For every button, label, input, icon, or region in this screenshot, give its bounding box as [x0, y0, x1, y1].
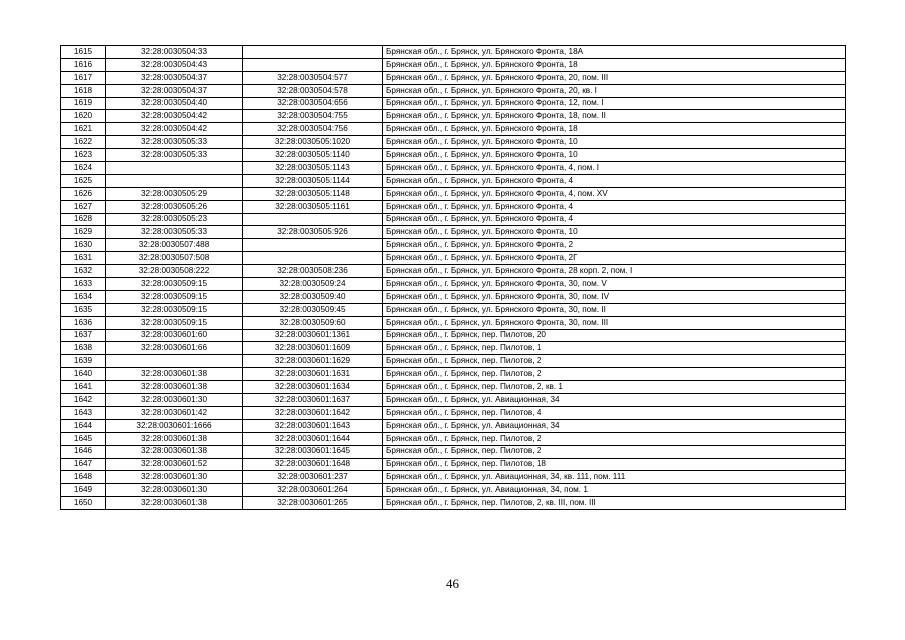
building-cadastral-number-cell: 32:28:0030508:236 [243, 265, 383, 278]
building-cadastral-number-cell: 32:28:0030505:1020 [243, 136, 383, 149]
land-cadastral-number-cell: 32:28:0030601:30 [106, 484, 243, 497]
table-row [61, 329, 846, 342]
building-cadastral-number-cell: 32:28:0030601:1631 [243, 368, 383, 381]
building-cadastral-number-cell [243, 58, 383, 71]
row-number-cell: 1625 [61, 174, 106, 187]
land-cadastral-number-cell: 32:28:0030601:1666 [106, 419, 243, 432]
address-cell: Брянская обл., г. Брянск, ул. Брянского Фронта, 30, пом. V [383, 278, 846, 291]
table-row [61, 71, 846, 84]
row-number-cell: 1646 [61, 445, 106, 458]
address-cell: Брянская обл., г. Брянск, ул. Авиационная, 34, пом. 1 [383, 484, 846, 497]
table-row [61, 200, 846, 213]
address-cell: Брянская обл., г. Брянск, ул. Брянского Фронта, 30, пом. IV [383, 290, 846, 303]
row-number-cell: 1642 [61, 394, 106, 407]
row-number-cell: 1630 [61, 239, 106, 252]
address-cell: Брянская обл., г. Брянск, ул. Брянского Фронта, 18 [383, 58, 846, 71]
row-number-cell: 1620 [61, 110, 106, 123]
address-cell: Брянская обл., г. Брянск, ул. Брянского Фронта, 10 [383, 136, 846, 149]
address-cell: Брянская обл., г. Брянск, ул. Брянского Фронта, 20, кв. I [383, 84, 846, 97]
page-number: 46 [446, 576, 459, 591]
row-number-cell: 1629 [61, 226, 106, 239]
address-cell: Брянская обл., г. Брянск, ул. Брянского Фронта, 30, пом. III [383, 316, 846, 329]
table-row [61, 187, 846, 200]
address-cell: Брянская обл., г. Брянск, ул. Брянского Фронта, 4 [383, 213, 846, 226]
row-number-cell: 1644 [61, 419, 106, 432]
row-number-cell: 1643 [61, 406, 106, 419]
row-number-cell: 1637 [61, 329, 106, 342]
row-number-cell: 1641 [61, 381, 106, 394]
row-number-cell: 1631 [61, 252, 106, 265]
address-cell: Брянская обл., г. Брянск, ул. Авиационная, 34 [383, 394, 846, 407]
building-cadastral-number-cell: 32:28:0030601:1609 [243, 342, 383, 355]
row-number-cell: 1648 [61, 471, 106, 484]
building-cadastral-number-cell: 32:28:0030601:237 [243, 471, 383, 484]
address-cell: Брянская обл., г. Брянск, пер. Пилотов, 2, кв. III, пом. III [383, 497, 846, 510]
land-cadastral-number-cell: 32:28:0030601:42 [106, 406, 243, 419]
land-cadastral-number-cell: 32:28:0030601:38 [106, 381, 243, 394]
table-row [61, 213, 846, 226]
land-cadastral-number-cell: 32:28:0030601:30 [106, 394, 243, 407]
building-cadastral-number-cell: 32:28:0030601:1637 [243, 394, 383, 407]
row-number-cell: 1615 [61, 46, 106, 59]
address-cell: Брянская обл., г. Брянск, пер. Пилотов, 2 [383, 368, 846, 381]
land-cadastral-number-cell: 32:28:0030509:15 [106, 278, 243, 291]
address-cell: Брянская обл., г. Брянск, ул. Брянского Фронта, 10 [383, 226, 846, 239]
building-cadastral-number-cell: 32:28:0030504:755 [243, 110, 383, 123]
land-cadastral-number-cell: 32:28:0030601:38 [106, 445, 243, 458]
address-cell: Брянская обл., г. Брянск, пер. Пилотов, 20 [383, 329, 846, 342]
building-cadastral-number-cell: 32:28:0030601:1361 [243, 329, 383, 342]
row-number-cell: 1639 [61, 355, 106, 368]
table-row [61, 84, 846, 97]
table-row [61, 471, 846, 484]
building-cadastral-number-cell: 32:28:0030601:265 [243, 497, 383, 510]
address-cell: Брянская обл., г. Брянск, ул. Брянского Фронта, 2Г [383, 252, 846, 265]
address-cell: Брянская обл., г. Брянск, ул. Брянского Фронта, 30, пом. II [383, 303, 846, 316]
table-row [61, 381, 846, 394]
land-cadastral-number-cell [106, 162, 243, 175]
address-cell: Брянская обл., г. Брянск, пер. Пилотов, 1 [383, 342, 846, 355]
row-number-cell: 1626 [61, 187, 106, 200]
land-cadastral-number-cell: 32:28:0030601:38 [106, 432, 243, 445]
land-cadastral-number-cell: 32:28:0030509:15 [106, 290, 243, 303]
land-cadastral-number-cell: 32:28:0030504:43 [106, 58, 243, 71]
building-cadastral-number-cell: 32:28:0030601:1645 [243, 445, 383, 458]
land-cadastral-number-cell: 32:28:0030509:15 [106, 316, 243, 329]
row-number-cell: 1650 [61, 497, 106, 510]
land-cadastral-number-cell: 32:28:0030509:15 [106, 303, 243, 316]
row-number-cell: 1638 [61, 342, 106, 355]
table-row [61, 432, 846, 445]
address-cell: Брянская обл., г. Брянск, ул. Брянского Фронта, 20, пом. III [383, 71, 846, 84]
building-cadastral-number-cell: 32:28:0030601:1642 [243, 406, 383, 419]
building-cadastral-number-cell [243, 239, 383, 252]
building-cadastral-number-cell: 32:28:0030505:926 [243, 226, 383, 239]
table-row [61, 123, 846, 136]
address-cell: Брянская обл., г. Брянск, ул. Брянского Фронта, 18, пом. II [383, 110, 846, 123]
land-cadastral-number-cell: 32:28:0030601:60 [106, 329, 243, 342]
land-cadastral-number-cell: 32:28:0030505:29 [106, 187, 243, 200]
table-row [61, 497, 846, 510]
land-cadastral-number-cell: 32:28:0030505:26 [106, 200, 243, 213]
row-number-cell: 1619 [61, 97, 106, 110]
row-number-cell: 1618 [61, 84, 106, 97]
row-number-cell: 1621 [61, 123, 106, 136]
building-cadastral-number-cell: 32:28:0030505:1161 [243, 200, 383, 213]
table-row [61, 252, 846, 265]
table-row [61, 290, 846, 303]
table-row [61, 368, 846, 381]
table-row [61, 110, 846, 123]
building-cadastral-number-cell [243, 252, 383, 265]
table-row [61, 149, 846, 162]
building-cadastral-number-cell: 32:28:0030509:24 [243, 278, 383, 291]
table-row [61, 303, 846, 316]
table-row [61, 46, 846, 59]
row-number-cell: 1634 [61, 290, 106, 303]
building-cadastral-number-cell [243, 46, 383, 59]
row-number-cell: 1628 [61, 213, 106, 226]
table-row [61, 406, 846, 419]
land-cadastral-number-cell: 32:28:0030505:33 [106, 149, 243, 162]
building-cadastral-number-cell: 32:28:0030601:1643 [243, 419, 383, 432]
row-number-cell: 1636 [61, 316, 106, 329]
land-cadastral-number-cell: 32:28:0030507:488 [106, 239, 243, 252]
building-cadastral-number-cell: 32:28:0030601:1634 [243, 381, 383, 394]
building-cadastral-number-cell: 32:28:0030504:756 [243, 123, 383, 136]
table-row [61, 342, 846, 355]
land-cadastral-number-cell [106, 355, 243, 368]
land-cadastral-number-cell: 32:28:0030504:33 [106, 46, 243, 59]
address-cell: Брянская обл., г. Брянск, ул. Брянского Фронта, 10 [383, 149, 846, 162]
address-cell: Брянская обл., г. Брянск, ул. Брянского Фронта, 2 [383, 239, 846, 252]
address-cell: Брянская обл., г. Брянск, ул. Брянского Фронта, 18А [383, 46, 846, 59]
table-row [61, 484, 846, 497]
land-cadastral-number-cell: 32:28:0030507:508 [106, 252, 243, 265]
table-row [61, 355, 846, 368]
land-cadastral-number-cell: 32:28:0030601:38 [106, 497, 243, 510]
building-cadastral-number-cell: 32:28:0030504:577 [243, 71, 383, 84]
row-number-cell: 1632 [61, 265, 106, 278]
building-cadastral-number-cell: 32:28:0030601:1648 [243, 458, 383, 471]
table-row [61, 97, 846, 110]
table-row [61, 316, 846, 329]
land-cadastral-number-cell: 32:28:0030504:42 [106, 110, 243, 123]
building-cadastral-number-cell: 32:28:0030505:1148 [243, 187, 383, 200]
land-cadastral-number-cell: 32:28:0030505:23 [106, 213, 243, 226]
table-row [61, 278, 846, 291]
land-cadastral-number-cell: 32:28:0030505:33 [106, 226, 243, 239]
row-number-cell: 1633 [61, 278, 106, 291]
row-number-cell: 1624 [61, 162, 106, 175]
building-cadastral-number-cell: 32:28:0030504:656 [243, 97, 383, 110]
land-cadastral-number-cell: 32:28:0030504:42 [106, 123, 243, 136]
address-cell: Брянская обл., г. Брянск, ул. Брянского Фронта, 4, пом. I [383, 162, 846, 175]
row-number-cell: 1622 [61, 136, 106, 149]
address-cell: Брянская обл., г. Брянск, ул. Брянского Фронта, 18 [383, 123, 846, 136]
table-row [61, 458, 846, 471]
address-cell: Брянская обл., г. Брянск, пер. Пилотов, 2 [383, 432, 846, 445]
row-number-cell: 1640 [61, 368, 106, 381]
building-cadastral-number-cell: 32:28:0030601:1629 [243, 355, 383, 368]
row-number-cell: 1645 [61, 432, 106, 445]
table-row [61, 265, 846, 278]
address-cell: Брянская обл., г. Брянск, пер. Пилотов, 2, кв. 1 [383, 381, 846, 394]
building-cadastral-number-cell: 32:28:0030509:45 [243, 303, 383, 316]
address-cell: Брянская обл., г. Брянск, ул. Брянского Фронта, 4 [383, 200, 846, 213]
table-row [61, 419, 846, 432]
building-cadastral-number-cell: 32:28:0030601:264 [243, 484, 383, 497]
table-row [61, 136, 846, 149]
address-cell: Брянская обл., г. Брянск, ул. Авиационная, 34, кв. 111, пом. 111 [383, 471, 846, 484]
building-cadastral-number-cell: 32:28:0030509:60 [243, 316, 383, 329]
address-cell: Брянская обл., г. Брянск, пер. Пилотов, 2 [383, 355, 846, 368]
address-cell: Брянская обл., г. Брянск, пер. Пилотов, 4 [383, 406, 846, 419]
land-cadastral-number-cell: 32:28:0030504:37 [106, 71, 243, 84]
land-cadastral-number-cell [106, 174, 243, 187]
address-cell: Брянская обл., г. Брянск, ул. Брянского Фронта, 12, пом. I [383, 97, 846, 110]
land-cadastral-number-cell: 32:28:0030601:38 [106, 368, 243, 381]
building-cadastral-number-cell: 32:28:0030505:1140 [243, 149, 383, 162]
row-number-cell: 1647 [61, 458, 106, 471]
land-cadastral-number-cell: 32:28:0030505:33 [106, 136, 243, 149]
row-number-cell: 1617 [61, 71, 106, 84]
table-row [61, 445, 846, 458]
address-cell: Брянская обл., г. Брянск, ул. Брянского Фронта, 4, пом. XV [383, 187, 846, 200]
land-cadastral-number-cell: 32:28:0030504:40 [106, 97, 243, 110]
address-cell: Брянская обл., г. Брянск, пер. Пилотов, 18 [383, 458, 846, 471]
building-cadastral-number-cell: 32:28:0030505:1143 [243, 162, 383, 175]
building-cadastral-number-cell: 32:28:0030504:578 [243, 84, 383, 97]
row-number-cell: 1635 [61, 303, 106, 316]
building-cadastral-number-cell: 32:28:0030601:1644 [243, 432, 383, 445]
table-row [61, 239, 846, 252]
land-cadastral-number-cell: 32:28:0030601:66 [106, 342, 243, 355]
address-cell: Брянская обл., г. Брянск, ул. Брянского Фронта, 4 [383, 174, 846, 187]
table-row [61, 58, 846, 71]
building-cadastral-number-cell [243, 213, 383, 226]
land-cadastral-number-cell: 32:28:0030504:37 [106, 84, 243, 97]
address-cell: Брянская обл., г. Брянск, ул. Брянского Фронта, 28 корп. 2, пом. I [383, 265, 846, 278]
row-number-cell: 1623 [61, 149, 106, 162]
property-table [60, 45, 846, 510]
address-cell: Брянская обл., г. Брянск, пер. Пилотов, 2 [383, 445, 846, 458]
table-row [61, 174, 846, 187]
land-cadastral-number-cell: 32:28:0030601:30 [106, 471, 243, 484]
table-row [61, 226, 846, 239]
address-cell: Брянская обл., г. Брянск, ул. Авиационная, 34 [383, 419, 846, 432]
land-cadastral-number-cell: 32:28:0030601:52 [106, 458, 243, 471]
building-cadastral-number-cell: 32:28:0030509:40 [243, 290, 383, 303]
table-row [61, 162, 846, 175]
row-number-cell: 1649 [61, 484, 106, 497]
land-cadastral-number-cell: 32:28:0030508:222 [106, 265, 243, 278]
table-row [61, 394, 846, 407]
row-number-cell: 1616 [61, 58, 106, 71]
building-cadastral-number-cell: 32:28:0030505:1144 [243, 174, 383, 187]
property-table-body [61, 46, 846, 510]
row-number-cell: 1627 [61, 200, 106, 213]
